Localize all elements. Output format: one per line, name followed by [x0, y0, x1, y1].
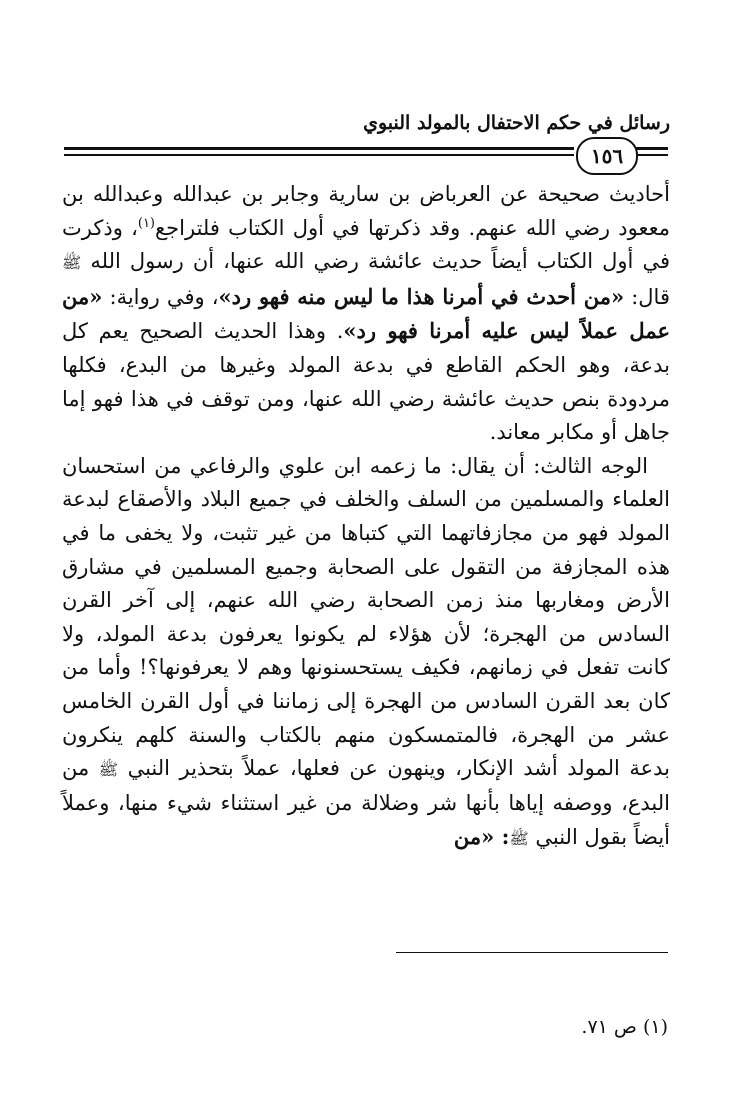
text-run: أحاديث صحيحة عن العرباض بن سارية وجابر بن عبدالله وعبدالله بن مععود رضي الله عنهم. وقد ذكرتها في أول الكتاب فلتراجع	[62, 182, 670, 240]
text-run: من البدع، ووصفه إياها بأنها شر وضلالة من غير استثناء شيء منها، وعملاً أيضاً بقول النبي	[62, 756, 670, 850]
header-rule-top-right	[636, 147, 668, 150]
text-run: الوجه الثالث: أن يقال: ما زعمه ابن علوي والرفاعي من استحسان العلماء والمسلمين من السلف والخلف في جميع البلاد والأصقاع لبدعة المولد فهو من مجازفاتهما التي كتباها من غير تثبت، ولا يخفى ما في هذه المجازفة من التقول على الصحابة وجميع المسلمين في مشارق الأرض ومغاربها منذ زمن الصحابة رضي الله عنهم، إلى آخر القرن السادس من الهجرة؛ لأن هؤلاء لم يكونوا يعرفون بدعة المولد، ولا كانت تفعل في زمانهم، فكيف يستحسنونها وهم لا يعرفونها؟! وأما من كان بعد القرن السادس من الهجرة إلى زماننا في أول القرن الخامس عشر من الهجرة، فالمتمسكون منهم بالكتاب والسنة كلهم ينكرون بدعة المولد أشد الإنكار، وينهون عن فعلها، عملاً بتحذير النبي	[62, 453, 670, 781]
salla-ligature: ﷺ	[98, 760, 119, 780]
header-rule-bottom-right	[636, 154, 668, 156]
header-rule-top-left	[64, 147, 574, 150]
paragraph-2	[62, 450, 670, 856]
text-run: ، وذكرت في أول الكتاب أيضاً حديث عائشة رضي الله عنها، أن رسول الله	[62, 215, 670, 274]
text-run: ، وفي رواية:	[102, 284, 219, 309]
text-run: قال:	[624, 284, 670, 309]
paragraph-1	[62, 178, 670, 450]
salla-ligature: ﷺ	[509, 829, 529, 849]
footnote-marker: (١)	[642, 1016, 668, 1038]
main-text	[62, 178, 670, 856]
text-run: : «من	[453, 824, 510, 850]
footnote	[62, 1016, 668, 1038]
page-number: ١٥٦	[576, 137, 638, 175]
salla-ligature: ﷺ	[62, 253, 82, 273]
hadith-quote: «من عمل عملاً ليس عليه أمرنا فهو رد»	[62, 283, 670, 344]
footnote-separator	[396, 952, 668, 953]
header-rule-bottom-left	[64, 154, 574, 156]
text-run: . وهذا الحديث الصحيح يعم كل بدعة، وهو الحكم القاطع في بدعة المولد وغيرها من البدع، فكلها مردودة بنص حديث عائشة رضي الله عنها، ومن توقف في هذا فهو إما جاهل أو مكابر معاند.	[62, 319, 670, 445]
hadith-quote: «من أحدث في أمرنا هذا ما ليس منه فهو رد»	[218, 283, 625, 309]
footnote-ref: (١)	[137, 215, 155, 231]
running-title: رسائل في حكم الاحتفال بالمولد النبوي	[363, 112, 670, 134]
footnote-text: ص ٧١.	[581, 1016, 637, 1038]
